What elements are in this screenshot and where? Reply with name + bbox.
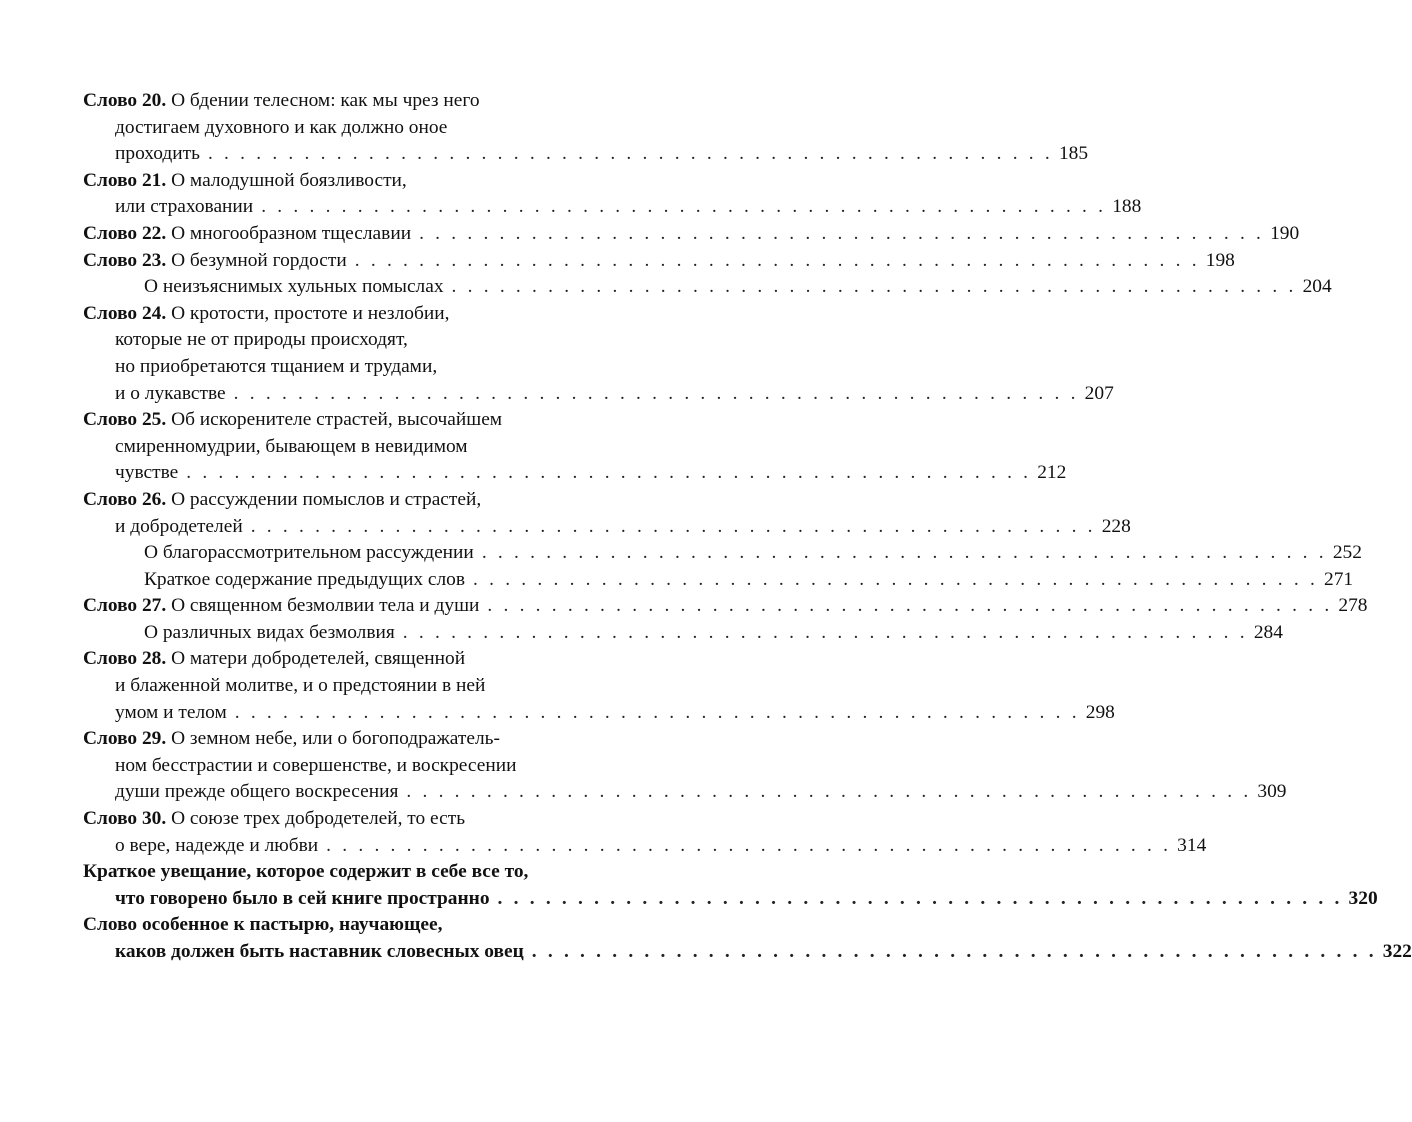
entry-label: Слово 20.: [83, 90, 167, 111]
toc-subentry[interactable]: [83, 540, 1362, 567]
page-number: 322: [1382, 941, 1412, 962]
entry-title-line: Об искоренителе страстей, высочайшем: [171, 409, 503, 431]
entry-title-line: что говорено было в сей книге пространно: [115, 887, 490, 909]
toc-entry[interactable]: [83, 248, 1235, 275]
entry-title-line: и блаженной молитве, и о предстоянии в ней: [115, 675, 486, 697]
entry-title-line: умом и телом: [115, 701, 227, 723]
entry-label: Слово 25.: [83, 409, 167, 431]
page-number: 309: [1257, 781, 1287, 803]
entry-label: Слово 28.: [83, 648, 167, 670]
entry-title-line: ном бесстрастии и совершенстве, и воскресении: [115, 754, 517, 776]
toc-subentry[interactable]: [83, 620, 1283, 647]
toc-subentry[interactable]: [83, 274, 1332, 301]
toc-entry[interactable]: [83, 487, 1131, 540]
entry-label: Слово 22.: [83, 222, 167, 244]
page-number: 320: [1348, 887, 1378, 909]
entry-title-line: души прежде общего воскресения: [115, 781, 399, 803]
page-number: 188: [1112, 196, 1142, 218]
dot-leader: . . . . . . . . . . . . . . . . . . . . . . . . . . . . . . . . . . . . . . . . . . . . . . . . . . . . .: [497, 887, 1343, 909]
entry-title-line: смиренномудрии, бывающем в невидимом: [115, 435, 468, 457]
dot-leader: . . . . . . . . . . . . . . . . . . . . . . . . . . . . . . . . . . . . . . . . . . . . . . . . . . . . .: [250, 515, 1096, 537]
entry-label: Слово 27.: [83, 595, 167, 617]
entry-title-line: О малодушной боязливости,: [171, 169, 407, 191]
subentry-title: О различных видах безмолвия: [144, 621, 395, 643]
dot-leader: . . . . . . . . . . . . . . . . . . . . . . . . . . . . . . . . . . . . . . . . . . . . . . . . . . . . .: [234, 701, 1080, 723]
entry-title-line: О священном безмолвии тела и души: [171, 595, 480, 617]
entry-title-line: проходить: [115, 143, 200, 165]
entry-title-line: О союзе трех добродетелей, то есть: [171, 808, 466, 830]
dot-leader: . . . . . . . . . . . . . . . . . . . . . . . . . . . . . . . . . . . . . . . . . . . . . . . . . . . . .: [481, 542, 1327, 564]
entry-label: Слово 29.: [83, 728, 167, 750]
table-of-contents: [83, 88, 1412, 966]
toc-entry-bold[interactable]: [83, 859, 1378, 912]
toc-entry[interactable]: [83, 646, 1115, 726]
dot-leader: . . . . . . . . . . . . . . . . . . . . . . . . . . . . . . . . . . . . . . . . . . . . . . . . . . . . .: [419, 222, 1265, 244]
page-number: 284: [1253, 621, 1283, 643]
toc-entry[interactable]: [83, 168, 1142, 221]
toc-entry[interactable]: [83, 593, 1368, 620]
dot-leader: . . . . . . . . . . . . . . . . . . . . . . . . . . . . . . . . . . . . . . . . . . . . . . . . . . . . .: [451, 276, 1297, 298]
dot-leader: . . . . . . . . . . . . . . . . . . . . . . . . . . . . . . . . . . . . . . . . . . . . . . . . . . . . .: [473, 568, 1319, 590]
entry-title-line: О многообразном тщеславии: [171, 222, 412, 244]
toc-entry[interactable]: [83, 806, 1207, 859]
dot-leader: . . . . . . . . . . . . . . . . . . . . . . . . . . . . . . . . . . . . . . . . . . . . . . . . . . . . .: [207, 143, 1053, 165]
entry-title-line: чувстве: [115, 462, 179, 484]
toc-entry[interactable]: [83, 407, 1067, 487]
entry-label: Слово 21.: [83, 169, 167, 191]
dot-leader: . . . . . . . . . . . . . . . . . . . . . . . . . . . . . . . . . . . . . . . . . . . . . . . . . . . . .: [531, 941, 1377, 962]
entry-title-line: но приобретаются тщанием и трудами,: [115, 355, 438, 377]
dot-leader: . . . . . . . . . . . . . . . . . . . . . . . . . . . . . . . . . . . . . . . . . . . . . . . . . . . . .: [487, 595, 1333, 617]
dot-leader: . . . . . . . . . . . . . . . . . . . . . . . . . . . . . . . . . . . . . . . . . . . . . . . . . . . . .: [186, 462, 1032, 484]
subentry-title: Краткое содержание предыдущих слов: [144, 568, 466, 590]
page-number: 204: [1302, 276, 1332, 298]
subentry-title: О благорассмотрительном рассуждении: [144, 542, 474, 564]
dot-leader: . . . . . . . . . . . . . . . . . . . . . . . . . . . . . . . . . . . . . . . . . . . . . . . . . . . . .: [354, 249, 1200, 271]
page-number: 212: [1037, 462, 1067, 484]
toc-entry[interactable]: [83, 726, 1287, 806]
page-number: 228: [1101, 515, 1131, 537]
page-number: 278: [1338, 595, 1368, 617]
toc-entry-bold[interactable]: [83, 912, 1412, 965]
entry-label: Слово 24.: [83, 302, 167, 324]
toc-subentry[interactable]: [83, 567, 1354, 594]
entry-title-line: о вере, надежде и любви: [115, 834, 319, 856]
entry-label: Слово 26.: [83, 488, 167, 510]
toc-entry[interactable]: [83, 88, 1089, 168]
entry-title-line: О бдении телесном: как мы чрез него: [171, 90, 480, 111]
page-number: 207: [1084, 382, 1114, 404]
subentry-title: О неизъяснимых хульных помыслах: [144, 276, 444, 298]
page-number: 271: [1324, 568, 1354, 590]
toc-entry[interactable]: [83, 221, 1300, 248]
dot-leader: . . . . . . . . . . . . . . . . . . . . . . . . . . . . . . . . . . . . . . . . . . . . . . . . . . . . .: [261, 196, 1107, 218]
entry-title-line: О земном небе, или о богоподражатель-: [171, 728, 500, 750]
entry-title-line: которые не от природы происходят,: [115, 329, 408, 351]
dot-leader: . . . . . . . . . . . . . . . . . . . . . . . . . . . . . . . . . . . . . . . . . . . . . . . . . . . . .: [406, 781, 1252, 803]
entry-label: Слово 23.: [83, 249, 167, 271]
entry-title-line: и о лукавстве: [115, 382, 226, 404]
entry-title-line: Краткое увещание, которое содержит в себе все то,: [83, 861, 529, 883]
entry-title-line: О матери добродетелей, священной: [171, 648, 466, 670]
entry-title-line: достигаем духовного и как должно оное: [115, 116, 448, 138]
page-number: 314: [1177, 834, 1207, 856]
dot-leader: . . . . . . . . . . . . . . . . . . . . . . . . . . . . . . . . . . . . . . . . . . . . . . . . . . . . .: [326, 834, 1172, 856]
entry-title-line: О кротости, простоте и незлобии,: [171, 302, 450, 324]
entry-title-line: или страховании: [115, 196, 254, 218]
entry-title-line: Слово особенное к пастырю, научающее,: [83, 914, 443, 936]
page-number: 190: [1270, 222, 1300, 244]
entry-title-line: О безумной гордости: [171, 249, 347, 271]
toc-entry[interactable]: [83, 301, 1114, 407]
page-number: 298: [1085, 701, 1115, 723]
entry-label: Слово 30.: [83, 808, 167, 830]
dot-leader: . . . . . . . . . . . . . . . . . . . . . . . . . . . . . . . . . . . . . . . . . . . . . . . . . . . . .: [233, 382, 1079, 404]
entry-title-line: и добродетелей: [115, 515, 243, 537]
entry-title-line: О рассуждении помыслов и страстей,: [171, 488, 482, 510]
page-number: 252: [1332, 542, 1362, 564]
page-number: 185: [1058, 143, 1089, 165]
page-number: 198: [1205, 249, 1235, 271]
entry-title-line: каков должен быть наставник словесных овец: [115, 941, 524, 962]
dot-leader: . . . . . . . . . . . . . . . . . . . . . . . . . . . . . . . . . . . . . . . . . . . . . . . . . . . . .: [402, 621, 1248, 643]
